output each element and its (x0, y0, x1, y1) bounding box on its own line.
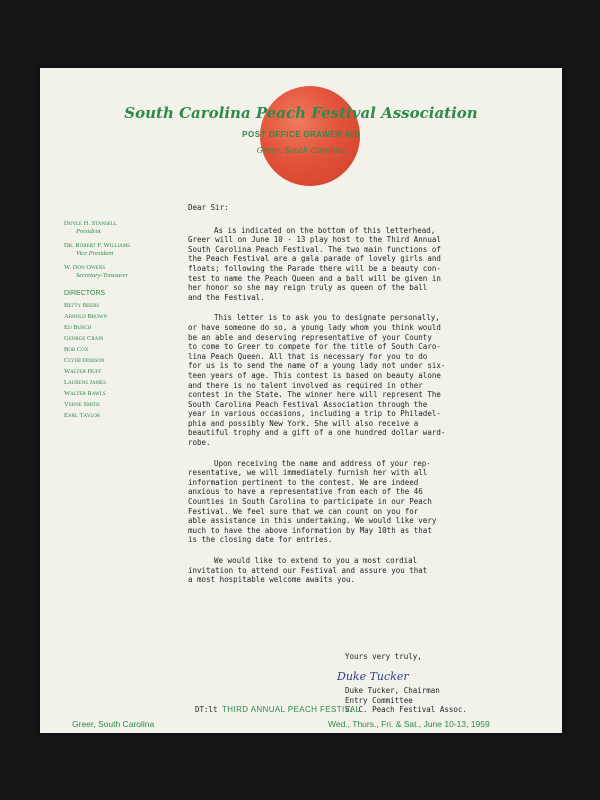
letter-paragraph: As is indicated on the bottom of this letterhead, Greer will on June 10 - 13 play host to the Third Annual South Carolina Peach Festival. The two main functions of the Peach Festival are a gala parade of lovely girls and floats; following the Parade there will be a beauty con- test to name the Peach Queen and a ball will be given in her honor so she may reign truly as queen of the ball and the Festival. (188, 225, 441, 302)
officer-role: Vice President (76, 250, 114, 257)
signer-line: Duke Tucker, Chairman (345, 686, 440, 695)
handwritten-signature: Duke Tucker (337, 670, 409, 683)
officer-role: President (76, 228, 101, 235)
typist-initials: DT:lt (195, 705, 218, 714)
officer-entry (64, 264, 189, 280)
officer-name: Dr. Robert F. Williams (64, 242, 130, 249)
officer-name: Doyle H. Stansell (64, 220, 118, 227)
letter-paragraph: We would like to extend to you a most cordial invitation to attend our Festival and assure you that a most hospitable welcome awaits you. (188, 556, 428, 585)
footer-festival-name: THIRD ANNUAL PEACH FESTIVAL (222, 705, 361, 714)
signer-line: Entry Committee (345, 695, 413, 705)
officers-sidebar (64, 220, 189, 421)
letter-page (40, 68, 562, 733)
association-title: South Carolina Peach Festival Association (124, 104, 478, 122)
officer-role: Secretary-Treasurer (76, 272, 128, 279)
salutation: Dear Sir: (188, 203, 229, 212)
letter-body (188, 203, 548, 596)
association-city: Greer, South Carolina (256, 146, 346, 155)
footer-city: Greer, South Carolina (72, 719, 155, 729)
officer-entry (64, 220, 189, 236)
officer-entry (64, 242, 189, 258)
closing: Yours very truly, (345, 652, 422, 661)
director-name: Verne Smith (64, 401, 100, 408)
director-name: Clyde Dobson (64, 357, 105, 364)
signer-line: S. C. Peach Festival Assoc. (345, 705, 467, 715)
officer-name: W. Don Owens (64, 264, 106, 271)
director-name: Bob Cox (64, 346, 89, 353)
director-name: Laurens James (64, 379, 107, 386)
directors-heading: DIRECTORS (64, 290, 106, 297)
director-name: Walter Huff (64, 368, 102, 375)
footer-dates: Wed., Thurs., Fri. & Sat., June 10-13, 1959 (328, 719, 490, 729)
director-name: Ed Burch (64, 324, 92, 331)
letter-paragraph: Upon receiving the name and address of your rep- resentative, we will immediately furnish her with all information pertinent to the contest. We are indeed anxious to have a representative from each of the 46 Counties in South Carolina to participate in our Peach Festival. We feel sure that we can count on you for able assistance in this undertaking. We would like very much to have the above information by May 10th as that is the closing date for entries. (188, 458, 437, 545)
director-name: George Crain (64, 335, 104, 342)
association-address: POST OFFICE DRAWER 600 (242, 130, 360, 139)
director-name: Walter Rawls (64, 390, 106, 397)
director-name: Earl Taylor (64, 412, 101, 419)
letter-paragraph: This letter is to ask you to designate personally, or have someone do so, a young lady whom you think would be an able and deserving representative of your County to come to Greer to compete for the title of South Caro- lina Peach Queen. All that is necessary for you to do for us is to send the name of a young lady not under six- teen years of age. This contest is based on beauty alone and there is no talent involved as required in other contest in the State. The winner here will represent The South Carolina Peach Festival Association through the year in various occasions, including a trip to Philadel- phia and possibly New York. She will also receive a beautiful trophy and a gift of a one hundred dollar ward- robe. (188, 313, 446, 448)
director-name: Arnold Brown (64, 313, 108, 320)
signer-block (345, 686, 467, 715)
director-name: Betty Beers (64, 302, 100, 309)
